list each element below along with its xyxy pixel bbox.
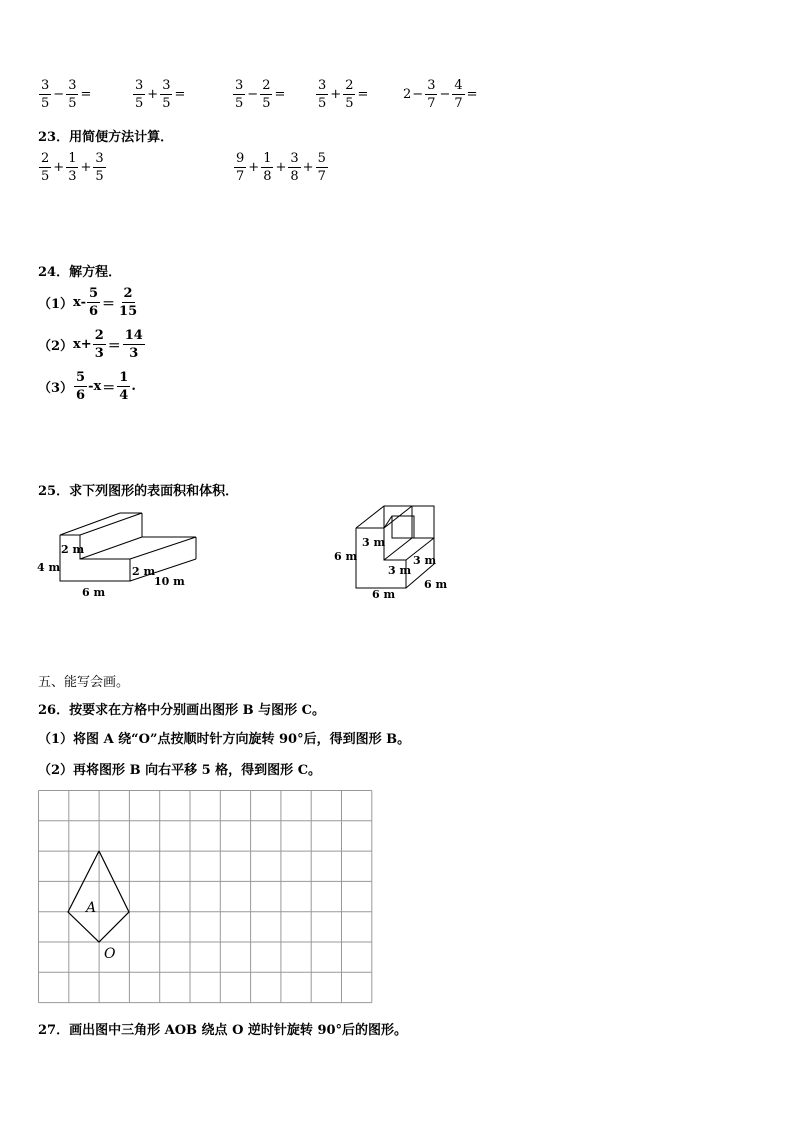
dim-cut-top: 3 m: [362, 536, 386, 549]
equation-1: （1） x- $\frac{5}{6}$ ＝ $\frac{2}{15}$: [38, 286, 138, 319]
section-5-heading: 五、能写会画。: [38, 675, 130, 690]
fraction: $\frac{3}{5}$: [68, 78, 77, 111]
shape-a-outline: [68, 851, 129, 942]
fraction: $\frac{5}{7}$: [317, 151, 326, 184]
dim-low-step: 2 m: [132, 565, 156, 578]
dim-height: 6 m: [334, 550, 358, 563]
dim-depth: 6 m: [424, 578, 448, 591]
cube-notch-figure: [330, 500, 460, 605]
fraction: $\frac{3}{7}$: [427, 78, 436, 111]
fraction: $\frac{2}{5}$: [345, 78, 354, 111]
fraction: $\frac{1}{3}$: [68, 151, 77, 184]
fraction: $\frac{2}{5}$: [262, 78, 271, 111]
fraction: $\frac{1}{4}$: [119, 370, 129, 403]
fraction: $\frac{3}{5}$: [95, 151, 104, 184]
fraction: $\frac{2}{15}$: [119, 286, 138, 319]
q23-expr-1: $\frac{2}{5}$ + $\frac{1}{3}$ + $\frac{3}{5}$: [41, 151, 104, 184]
expr-3: $\frac{3}{5}$ − $\frac{2}{5}$ =: [235, 78, 286, 111]
question-23-label: 23．用简便方法计算．: [38, 130, 174, 145]
stair-solid-figure: [30, 505, 230, 605]
question-25-label: 25．求下列图形的表面积和体积．: [38, 484, 239, 499]
fraction: $\frac{2}{5}$: [41, 151, 50, 184]
question-24-label: 24．解方程．: [38, 265, 122, 280]
dim-cut-front: 3 m: [388, 564, 412, 577]
fraction: $\frac{14}{3}$: [124, 328, 143, 361]
dim-width: 6 m: [82, 586, 106, 599]
square-grid: [38, 790, 374, 1005]
fraction: $\frac{3}{8}$: [290, 151, 299, 184]
fraction: $\frac{3}{5}$: [135, 78, 144, 111]
q23-expr-2: $\frac{9}{7}$ + $\frac{1}{8}$ + $\frac{3}{8}$ + $\frac{5}{7}$: [236, 151, 326, 184]
fraction: $\frac{3}{5}$: [162, 78, 171, 111]
question-26-label: 26．按要求在方格中分别画出图形 B 与图形 C。: [38, 703, 326, 718]
fraction: $\frac{5}{6}$: [76, 370, 86, 403]
dim-step-height: 2 m: [61, 543, 85, 556]
fraction: $\frac{4}{7}$: [454, 78, 463, 111]
question-26-step-2: （2）再将图形 B 向右平移 5 格，得到图形 C。: [38, 763, 322, 778]
equation-3: （3） $\frac{5}{6}$ -x ＝ $\frac{1}{4}$ .: [38, 370, 136, 403]
point-o-label: O: [104, 946, 116, 962]
grid-lines: [39, 791, 372, 1003]
fraction: $\frac{3}{5}$: [235, 78, 244, 111]
equation-2: （2） x+ $\frac{2}{3}$ ＝ $\frac{14}{3}$: [38, 328, 143, 361]
fraction: $\frac{5}{6}$: [88, 286, 99, 319]
shape-a-label: A: [86, 900, 97, 916]
question-26-step-1: （1）将图 A 绕“O”点按顺时针方向旋转 90°后，得到图形 B。: [38, 732, 411, 747]
dim-width: 6 m: [372, 588, 396, 601]
fraction: $\frac{1}{8}$: [263, 151, 272, 184]
expr-2: $\frac{3}{5}$ + $\frac{3}{5}$ =: [135, 78, 186, 111]
expr-4: $\frac{3}{5}$ + $\frac{2}{5}$ =: [318, 78, 369, 111]
expr-5: 2 − $\frac{3}{7}$ − $\frac{4}{7}$ =: [403, 78, 478, 111]
dim-left-height: 4 m: [37, 561, 61, 574]
fraction: $\frac{9}{7}$: [236, 151, 245, 184]
dim-cut-side: 3 m: [413, 554, 437, 567]
fraction: $\frac{3}{5}$: [318, 78, 327, 111]
expr-1: $\frac{3}{5}$ − $\frac{3}{5}$ =: [41, 78, 92, 111]
question-27-label: 27．画出图中三角形 AOB 绕点 O 逆时针旋转 90°后的图形。: [38, 1023, 408, 1038]
fraction: $\frac{3}{5}$: [41, 78, 50, 111]
fraction: $\frac{2}{3}$: [94, 328, 104, 361]
dim-depth: 10 m: [154, 575, 185, 588]
